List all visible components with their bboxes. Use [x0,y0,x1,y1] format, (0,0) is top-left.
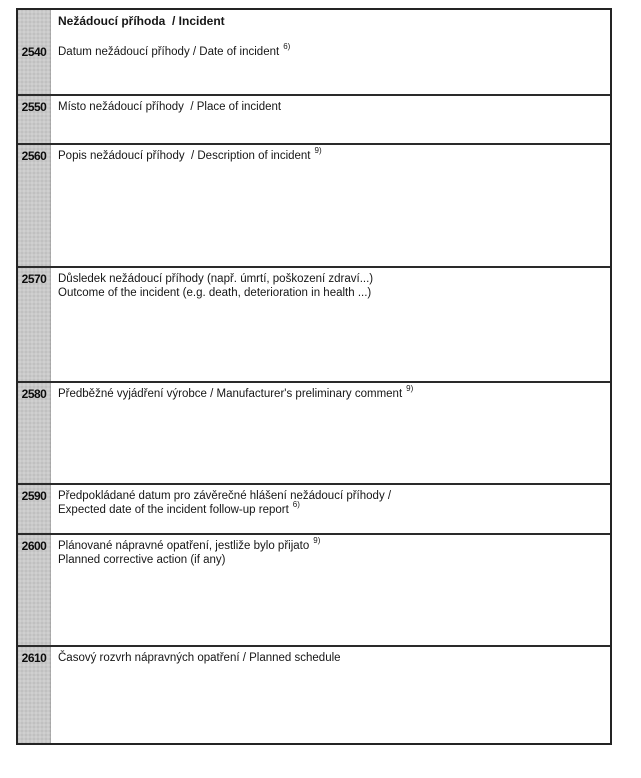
section-2570-outcome-of-incident [18,266,610,381]
footnote-ref: 9) [406,384,414,394]
row-label-text: Místo nežádoucí příhody / Place of incident [58,101,282,113]
footnote-ref: 6) [283,42,291,52]
row-number: 2540 [18,10,51,94]
section-2610-planned-schedule [18,645,610,743]
section-title-incident: Nežádoucí příhoda / Incident [58,14,225,28]
footnote-ref: 9) [313,536,321,546]
row-label-text: Plánované nápravné opatření, jestliže bylo přijato [58,540,310,552]
section-2600-planned-corrective-action [18,533,610,645]
row-label-text: Outcome of the incident (e.g. death, deterioration in health ...) [58,287,372,299]
row-label [58,536,600,553]
row-number: 2570 [18,268,51,381]
row-label [58,100,600,114]
row-number: 2550 [18,96,51,143]
row-label-en [58,500,600,517]
row-label [58,42,600,59]
row-label-text: Předpokládané datum pro závěrečné hlášení nežádoucí příhody / [58,490,392,502]
section-cell [51,96,610,143]
footnote-ref: 6) [292,500,300,510]
section-cell [51,647,610,743]
section-cell [51,145,610,266]
section-2540-date-of-incident [18,10,610,94]
row-number: 2610 [18,647,51,743]
row-label-text: Předběžné vyjádření výrobce / Manufacturer's preliminary comment [58,388,403,400]
row-label-text: Popis nežádoucí příhody / Description of incident [58,150,311,162]
row-label-text: Datum nežádoucí příhody / Date of incident [58,46,280,58]
section-2580-manufacturer-preliminary-comment [18,381,610,483]
section-2560-description-of-incident [18,143,610,266]
row-label-text: Důsledek nežádoucí příhody (např. úmrtí, poškození zdraví...) [58,273,374,285]
row-label-en [58,286,600,300]
row-label [58,146,600,163]
section-2590-expected-followup-date [18,483,610,533]
row-label-text: Expected date of the incident follow-up report [58,504,289,516]
row-number: 2560 [18,145,51,266]
row-label-text: Časový rozvrh nápravných opatření / Planned schedule [58,652,341,664]
section-cell [51,383,610,483]
section-2550-place-of-incident [18,94,610,143]
footnote-ref: 9) [314,146,322,156]
section-cell [51,10,610,94]
row-label-text: Planned corrective action (if any) [58,554,226,566]
incident-form-table [16,8,612,745]
row-number: 2580 [18,383,51,483]
row-label [58,272,600,286]
section-cell [51,535,610,645]
section-cell [51,485,610,533]
row-number: 2590 [18,485,51,533]
section-cell [51,268,610,381]
row-label-en [58,553,600,567]
row-label [58,384,600,401]
row-label [58,651,600,665]
row-label [58,489,600,503]
row-number: 2600 [18,535,51,645]
